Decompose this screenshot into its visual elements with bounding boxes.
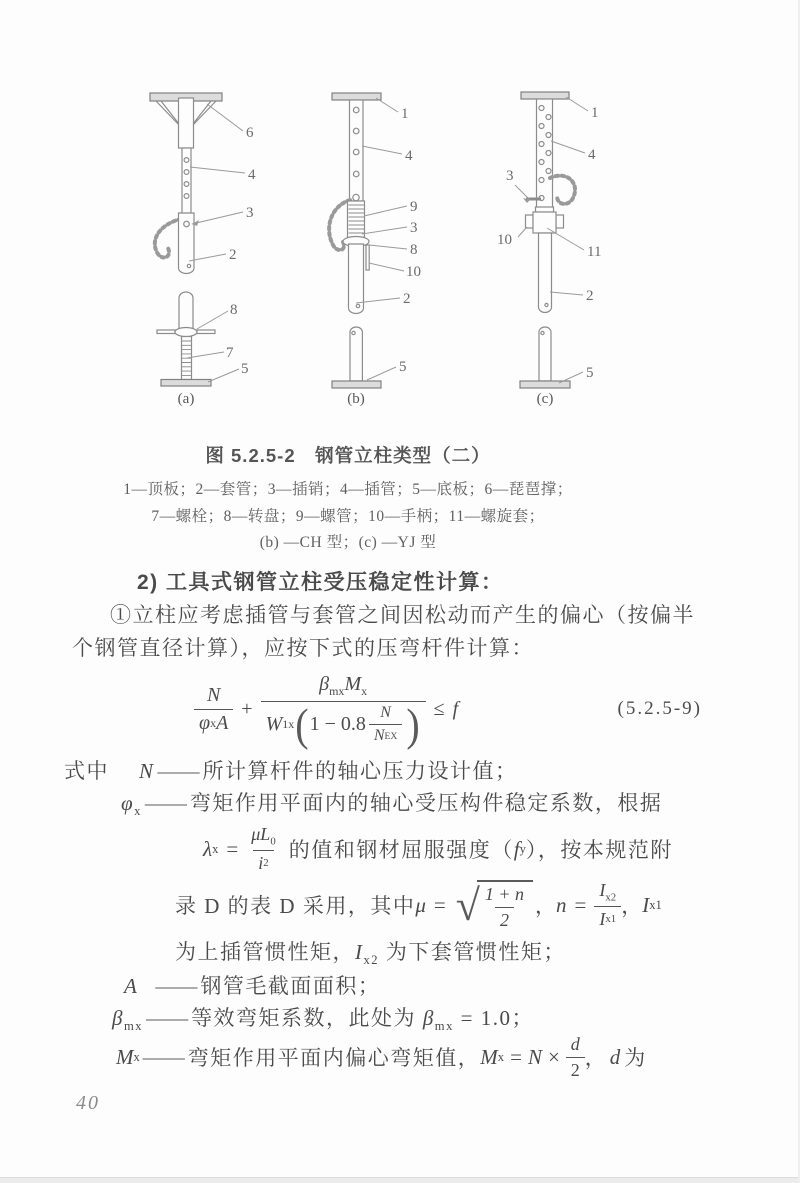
panel-c-label: (c) [536,391,554,407]
eq-W-sub: 1x [282,717,295,731]
figure-caption: 图 5.2.5-2 钢管立柱类型（二） [205,445,491,466]
leader-8 [197,311,228,329]
d-num: d [570,1033,580,1054]
eq-inner-pre: 1 − 0.8 [309,713,366,735]
eq-M-sub: x [361,684,368,698]
equals: = [510,1044,522,1069]
def-text-beta: 等效弯矩系数，此处为 [191,1006,423,1030]
def-text-phi: 弯矩作用平面内的轴心受压构件稳定系数，根据 [189,791,663,815]
leader-10 [369,263,404,271]
figure-legend-line2: 7—螺栓；8—转盘；9—螺管；10—手柄；11—螺旋套； [151,508,545,525]
dash: —— [142,1044,185,1069]
I-x1-tail-sub: x1 [649,897,662,912]
comma: ， [535,894,557,918]
callout-label-1b: 1 [401,106,409,122]
leader-11 [547,228,584,250]
equation-5.2.5-9 [72,663,702,755]
section-heading: 2) 工具式钢管立柱受压稳定性计算： [137,571,504,594]
mu-line-text1: 录 D 的表 D 采用，其中 [175,894,416,918]
leader-3 [515,185,530,200]
I-x2-sub: x2 [605,891,617,904]
definition-phi [121,787,662,819]
fraction-inner [369,704,402,745]
callout-label-5b: 5 [399,359,407,375]
eq-f: f [452,697,459,720]
mu: μ [251,824,261,845]
term-beta: β [112,1006,124,1030]
times-operator: × [547,1044,560,1069]
lower-tube [179,292,193,331]
latch-chain [550,176,575,204]
eq-M: M [344,673,362,695]
figure-legend-line1: 1—顶板；2—套管；3—插销；4—插管；5—底板；6—琵琶撑； [123,481,573,498]
lower-hole [352,331,355,334]
callout-label-10c: 10 [497,232,512,248]
drain-hole [545,303,548,306]
beta2: β [422,1006,435,1030]
I-x2: I [599,880,606,901]
leq-operator: ≤ [433,697,445,720]
callout-label-8a: 8 [230,302,238,318]
leader-10 [518,227,527,237]
term-beta-sub: mx [123,1019,144,1034]
callout-label-4c: 4 [588,147,596,163]
dash: —— [146,1006,189,1030]
callout-label-6: 6 [246,125,254,141]
screw-tube [348,201,365,238]
leader-5 [367,367,396,380]
figure-diagrams [0,0,800,420]
fraction-lambda [246,824,280,874]
def-text-M: 弯矩作用平面内偏心弯矩值， [187,1046,481,1070]
i-sub: 2 [263,857,269,870]
equation-formula [194,673,459,750]
eq-beta: β [319,673,330,695]
I-x2-var: I [355,940,364,964]
d-var: d [609,1044,621,1069]
comma: ， [621,894,643,918]
eq-phi-sub: x [210,715,217,730]
rad-den: 2 [495,907,514,931]
leader-4 [551,141,585,153]
callout-label-1c: 1 [591,105,599,121]
lambda-text1: 的值和钢材屈服强度（ [288,838,514,862]
eq-num1: N [206,683,221,706]
callout-label-5c: 5 [586,365,594,381]
equals: = [433,892,446,917]
def-text-A: 钢管毛截面面积； [200,974,381,998]
fraction-term2 [261,673,426,750]
lower-tube [350,327,362,381]
plus-operator: + [241,697,253,720]
defs-lead: 式中 [64,759,109,783]
fraction-radicand [480,884,529,931]
i: i [258,852,264,873]
panel-sublabels [178,391,554,407]
callout-label-2a: 2 [229,247,237,263]
term-A: A [124,974,139,998]
fy: f [513,836,520,861]
sleeve-tube [349,244,364,314]
page-number: 40 [76,1092,100,1114]
close-paren: ) [406,698,420,750]
rad-num: 1 + n [484,883,525,904]
base-plate [520,381,570,388]
radicand [477,880,533,931]
latch-chain [155,219,181,258]
M2: M [480,1044,498,1069]
lower-hole [541,331,544,334]
callout-label-2b: 2 [403,291,411,307]
definition-mu-line [175,878,662,932]
definition-M [116,1035,647,1079]
leader-3 [192,212,243,224]
equation-number: (5.2.5-9) [617,698,702,719]
paragraph-line1: ①立柱应考虑插管与套管之间因松动而产生的偏心（按偏半 [110,603,695,627]
callout-label-3b: 3 [410,220,418,236]
eq-inner-den-sub: EX [384,730,398,742]
drain-hole [356,304,359,307]
handle [366,245,369,270]
callout-label-3a: 3 [246,205,254,221]
screw-sleeve [526,207,564,233]
sqrt-radical [456,880,533,931]
definition-A [124,970,380,1000]
dash: —— [144,791,187,815]
panel-b-label: (b) [347,391,365,407]
callout-leaders-a [187,104,245,382]
base-plate [332,381,381,388]
leader-3 [362,227,407,234]
swivel-plate [157,328,215,337]
leader-7 [187,352,224,358]
eq-beta-sub: mx [329,684,345,698]
M-tail: 为 [624,1046,647,1070]
dash: —— [155,974,198,998]
n-var: n [556,892,567,917]
eq-inner-den: N [373,727,385,744]
L: L [260,824,271,845]
leader-4 [362,146,402,154]
leader-8 [369,245,407,249]
definition-lambda-line [203,824,673,874]
leader-9 [364,206,407,216]
leader-1 [376,98,398,112]
lower-tube [539,327,551,381]
fraction-term1 [194,684,233,735]
drain-hole [187,264,190,267]
lambda: λ [203,836,213,861]
term-M-sub: x [133,1049,140,1064]
base-plate [161,380,211,387]
lambda-text2: ），按本规范附 [525,838,673,862]
panel-b [329,93,407,388]
callout-label-11: 11 [587,244,602,260]
callout-label-8b: 8 [410,242,418,258]
sleeve-tube [539,233,552,313]
eq-A: A [216,711,229,734]
figure-legend-line3: (b) —CH 型；(c) —YJ 型 [259,534,437,551]
term-phi-sub: x [134,804,142,819]
mu-var: μ [415,892,426,917]
leader-1 [566,97,588,111]
I-x1-tail: I [642,892,650,917]
def-text-N: 所计算杆件的轴心压力设计值； [202,759,518,783]
L-sub: 0 [270,835,276,848]
d-den: 2 [566,1057,585,1081]
leader-6 [207,104,243,131]
latch-pin [353,194,359,200]
radical-sign: √ [455,881,480,931]
comma: ， [584,1046,606,1070]
eq-W: W [265,713,283,735]
callout-label-5a: 5 [241,361,249,377]
callout-label-9: 9 [410,199,418,215]
definition-N [64,755,518,785]
leader-5 [559,372,583,383]
definition-inertia-line [175,936,566,968]
beta2-sub: mx [434,1019,454,1034]
term-phi: φ [121,791,135,815]
I-x2-var-sub: x2 [363,953,380,968]
eq-phi: φ [199,711,211,734]
dash: —— [157,759,200,783]
open-paren: ( [295,698,309,750]
inertia-text2: 为下套管惯性矩； [379,940,566,964]
callout-label-4b: 4 [405,148,413,164]
beta-value: = 1.0； [453,1006,534,1030]
fraction-inertia-ratio [594,880,621,930]
M2-sub: x [497,1049,505,1064]
fy-sub: y [519,841,526,856]
inertia-text1: 为上插管惯性矩， [175,940,355,964]
eq-inner-num: N [380,704,391,721]
latch-pin-hole [184,221,190,227]
I-x1: I [599,908,606,929]
definition-beta [112,1002,534,1034]
callout-label-3c: 3 [506,168,514,184]
panel-c [515,92,588,388]
equals: = [226,836,239,861]
panel-a [150,93,245,386]
N-var: N [527,1044,542,1069]
I-x1-sub: x1 [605,913,617,926]
leader-5 [208,369,239,382]
callout-label-7: 7 [226,345,234,361]
top-plate [521,92,569,99]
lambda-sub: x [212,841,219,856]
callout-label-2c: 2 [586,288,594,304]
paragraph-line2: 个钢管直径计算），应按下式的压弯杆件计算： [72,636,534,660]
term-N: N [139,759,155,783]
panel-a-label: (a) [177,391,195,407]
callout-label-4a: 4 [248,167,256,183]
leader-4 [190,167,245,173]
fraction-d2 [566,1034,585,1081]
head-tube [179,98,194,148]
equals: = [574,892,587,917]
callout-label-10b: 10 [406,264,421,280]
leader-2 [550,292,583,295]
term-M: M [116,1044,134,1069]
top-plate [332,93,381,100]
page-bottom-edge [0,1177,800,1183]
